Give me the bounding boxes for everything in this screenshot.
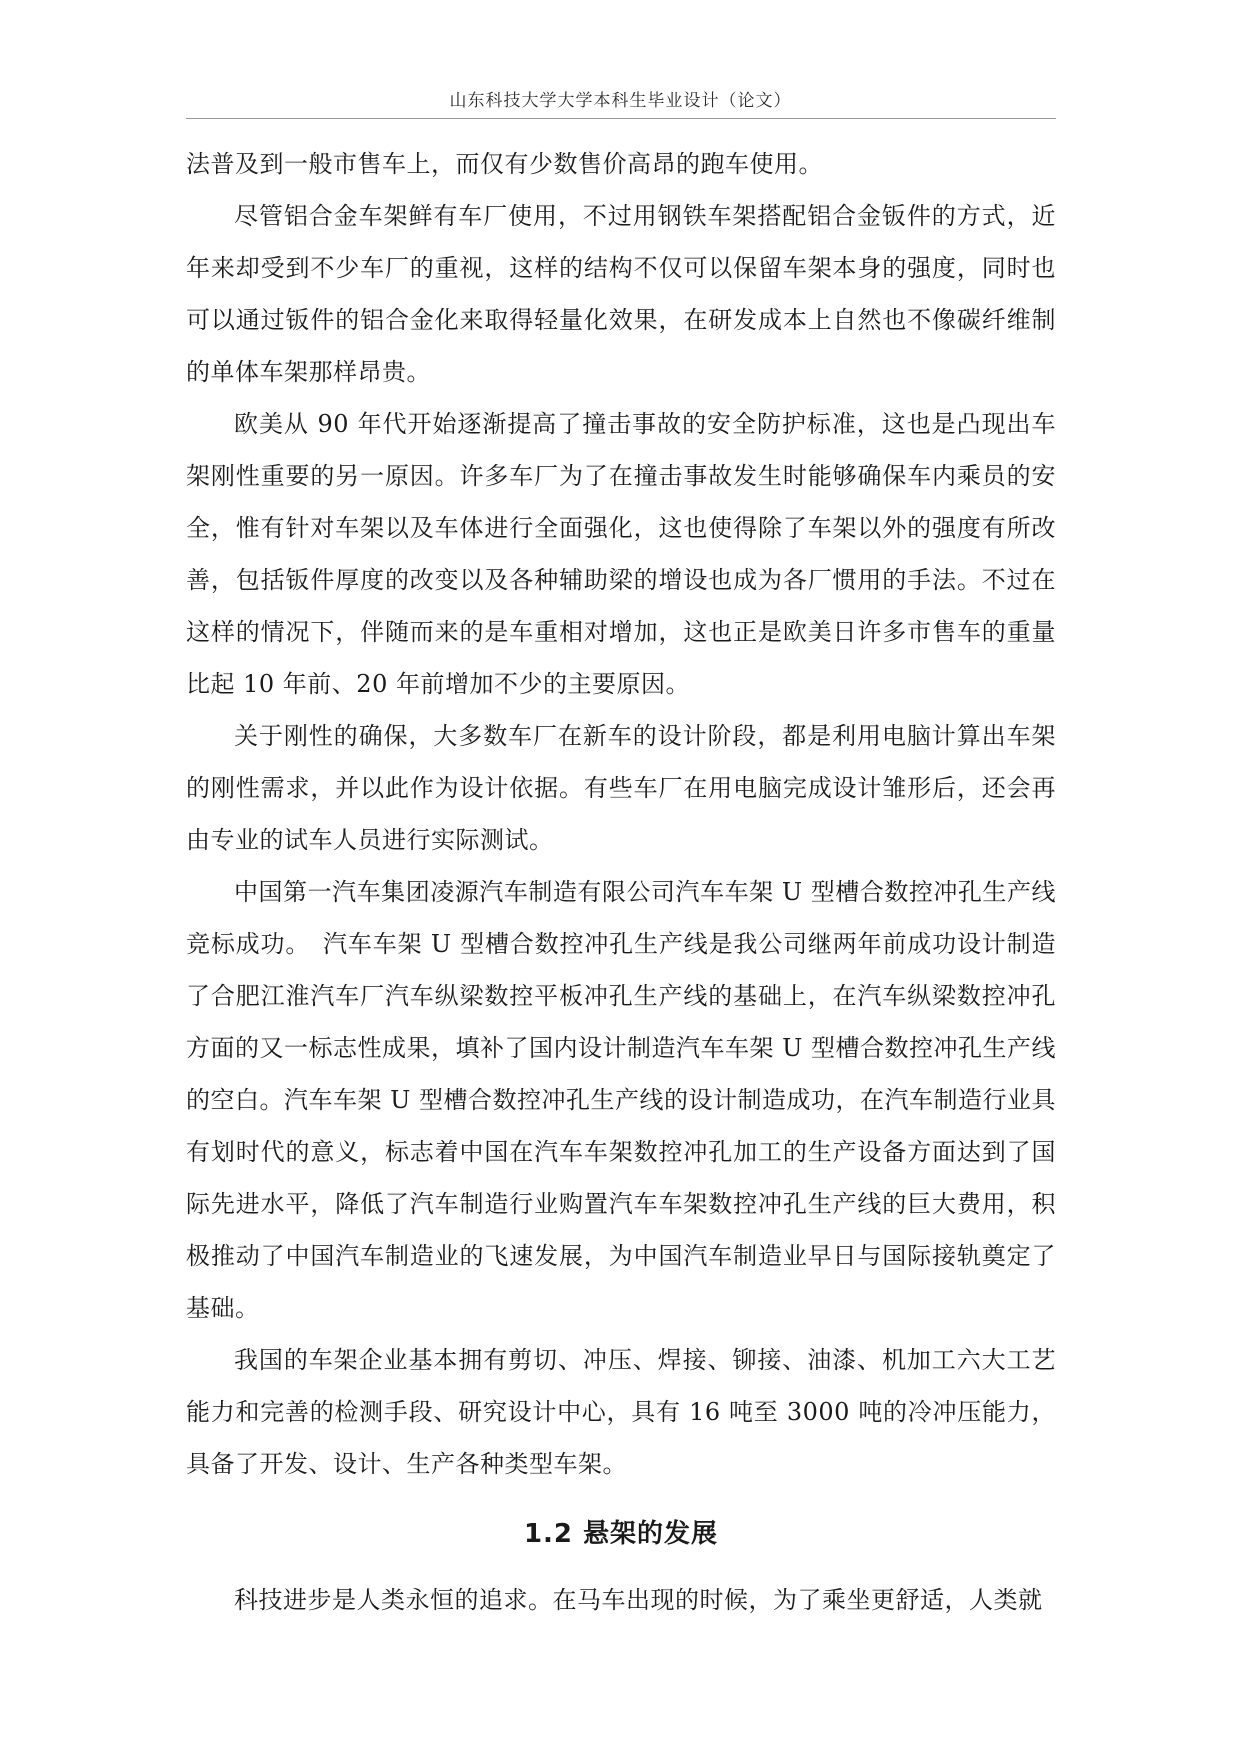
paragraph-continuation: 法普及到一般市售车上，而仅有少数售价高昂的跑车使用。 xyxy=(186,150,823,178)
paragraph-domestic-capability: 我国的车架企业基本拥有剪切、冲压、焊接、铆接、油漆、机加工六大工艺能力和完善的检测手段、研究设计中心，具有 16 吨至 3000 吨的冷冲压能力，具备了开发、设计、生产各种类型车架。 xyxy=(186,1346,1056,1478)
paragraph-suspension-intro: 科技进步是人类永恒的追求。在马车出现的时候，为了乘坐更舒适，人类就 xyxy=(234,1586,1043,1614)
header-rule xyxy=(186,118,1056,119)
paragraph-aluminum-frame: 尽管铝合金车架鲜有车厂使用，不过用钢铁车架搭配铝合金钣件的方式，近年来却受到不少车厂的重视，这样的结构不仅可以保留车架本身的强度，同时也可以通过钣件的铝合金化来取得轻量化效果，在研发成本上自然也不像碳纤维制的单体车架那样昂贵。 xyxy=(186,202,1056,386)
paragraph-production-line: 中国第一汽车集团凌源汽车制造有限公司汽车车架 U 型槽合数控冲孔生产线竞标成功。 汽车车架 U 型槽合数控冲孔生产线是我公司继两年前成功设计制造了合肥江淮汽车厂汽车纵梁数控平板冲孔生产线的基础上，在汽车纵梁数控冲孔方面的又一标志性成果，填补了国内设计制造汽车车架 U 型槽合数控冲孔生产线的空白。汽车车架 U 型槽合数控冲孔生产线的设计制造成功，在汽车制造行业具有划时代的意义，标志着中国在汽车车架数控冲孔加工的生产设备方面达到了国际先进水平，降低了汽车制造行业购置汽车车架数控冲孔生产线的巨大费用，积极推动了中国汽车制造业的飞速发展，为中国汽车制造业早日与国际接轨奠定了基础。 xyxy=(186,878,1056,1322)
running-header: 山东科技大学大学本科生毕业设计（论文） xyxy=(449,91,792,111)
paragraph-safety-standards: 欧美从 90 年代开始逐渐提高了撞击事故的安全防护标准，这也是凸现出车架刚性重要的另一原因。许多车厂为了在撞击事故发生时能够确保车内乘员的安全，惟有针对车架以及车体进行全面强化，这也使得除了车架以外的强度有所改善，包括钣件厚度的改变以及各种辅助梁的增设也成为各厂惯用的手法。不过在这样的情况下，伴随而来的是车重相对增加，这也正是欧美日许多市售车的重量比起 10 年前、20 年前增加不少的主要原因。 xyxy=(186,410,1056,698)
section-heading: 1.2 悬架的发展 xyxy=(523,1519,719,1549)
paragraph-rigidity: 关于刚性的确保，大多数车厂在新车的设计阶段，都是利用电脑计算出车架的刚性需求，并以此作为设计依据。有些车厂在用电脑完成设计雏形后，还会再由专业的试车人员进行实际测试。 xyxy=(186,722,1056,854)
body-text xyxy=(186,138,1056,1626)
